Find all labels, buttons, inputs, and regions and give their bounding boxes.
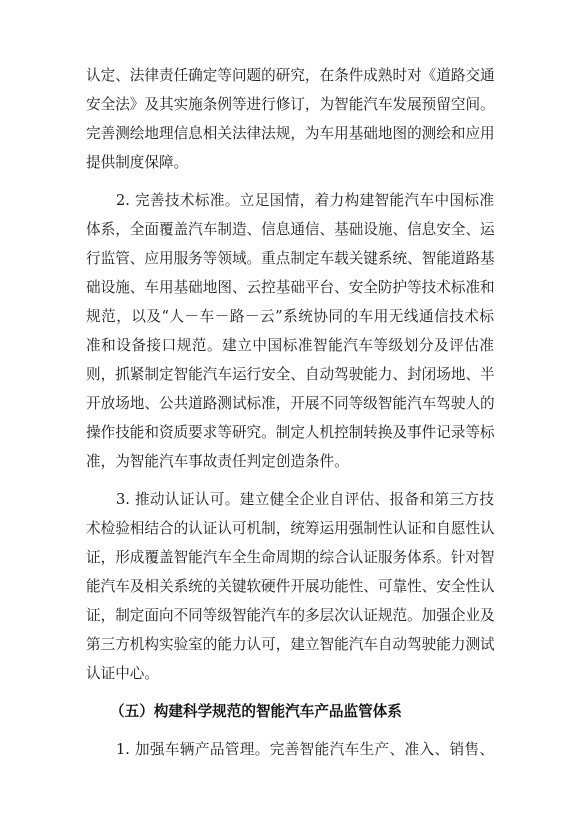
section-heading: （五）构建科学规范的智能汽车产品监管体系 [110, 703, 402, 720]
text-line: 证，制定面向不同等级智能汽车的多层次认证规范。加强企业及 [86, 607, 495, 624]
text-line: 完善测绘地理信息相关法律法规，为车用基础地图的测绘和应用 [86, 125, 495, 142]
text-line: 提供制度保障。 [86, 154, 189, 171]
text-line: 能汽车及相关系统的关键软硬件开展功能性、可靠性、安全性认 [86, 578, 495, 595]
paragraph-first-line: 1. 加强车辆产品管理。完善智能汽车生产、准入、销售、 [116, 741, 494, 758]
text-line: 证，形成覆盖智能汽车全生命周期的综合认证服务体系。针对智 [86, 549, 495, 566]
paragraph-first-line: 3. 推动认证认可。建立健全企业自评估、报备和第三方技 [116, 491, 494, 508]
text-line: 体系，全面覆盖汽车制造、信息通信、基础设施、信息安全、运 [86, 221, 495, 238]
text-line: 则，抓紧制定智能汽车运行安全、自动驾驶能力、封闭场地、半 [86, 366, 495, 383]
text-line: 准，为智能汽车事故责任判定创造条件。 [86, 453, 349, 470]
text-line: 开放场地、公共道路测试标准，开展不同等级智能汽车驾驶人的 [86, 395, 495, 412]
paragraph-first-line: 2. 完善技术标准。立足国情，着力构建智能汽车中国标准 [116, 192, 494, 209]
text-line: 安全法》及其实施条例等进行修订，为智能汽车发展预留空间。 [86, 96, 495, 113]
text-line: 准和设备接口规范。建立中国标准智能汽车等级划分及评估准 [86, 337, 494, 354]
text-line: 操作技能和资质要求等研究。制定人机控制转换及事件记录等标 [86, 424, 495, 441]
text-line: 规范，以及“人－车－路－云”系统协同的车用无线通信技术标 [86, 308, 494, 325]
text-line: 认证中心。 [86, 665, 159, 682]
text-line: 第三方机构实验室的能力认可，建立智能汽车自动驾驶能力测试 [86, 636, 495, 653]
text-line: 础设施、车用基础地图、云控基础平台、安全防护等技术标准和 [86, 279, 495, 296]
text-line: 行监管、应用服务等领域。重点制定车载关键系统、智能道路基 [86, 250, 495, 267]
text-line: 术检验相结合的认证认可机制，统筹运用强制性认证和自愿性认 [86, 520, 495, 537]
text-line: 认定、法律责任确定等问题的研究，在条件成熟时对《道路交通 [86, 67, 495, 84]
